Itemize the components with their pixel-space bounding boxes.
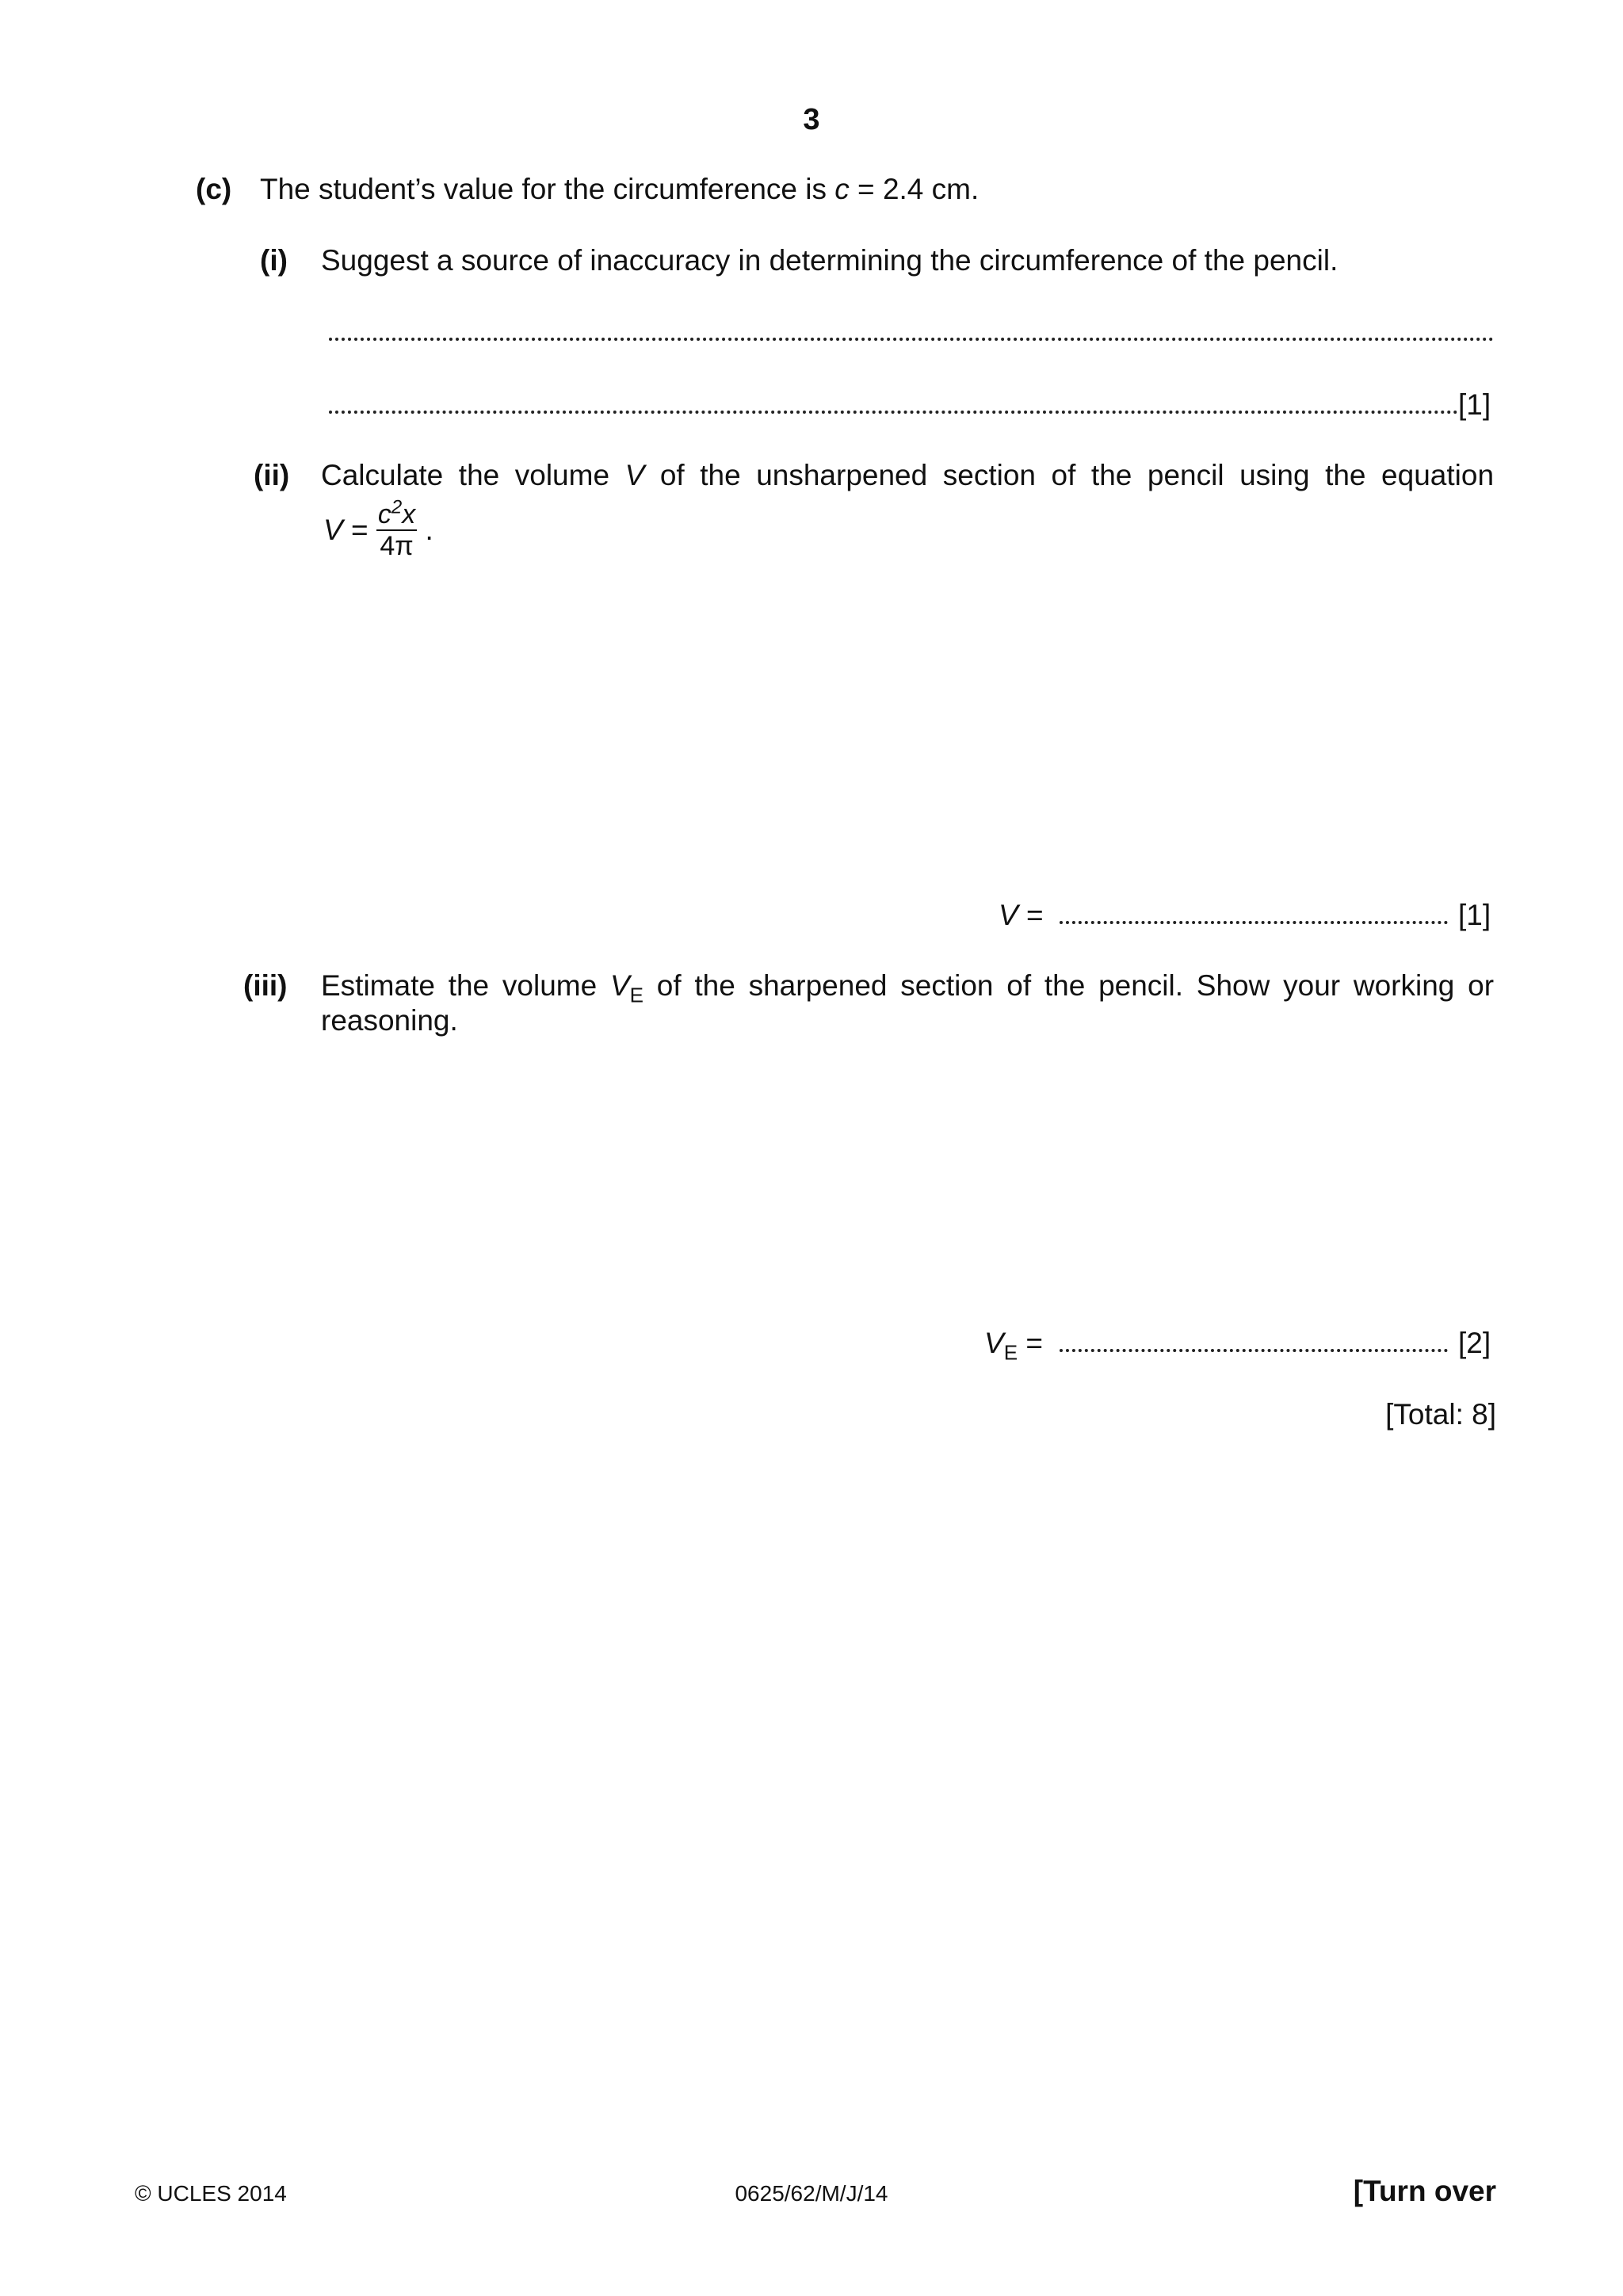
sub-iii-question-line1 bbox=[321, 968, 1495, 1007]
sub-iii-question-line2: reasoning. bbox=[321, 1004, 458, 1037]
sub-ii-mark: [1] bbox=[1458, 899, 1491, 931]
answer-line-i-1[interactable] bbox=[329, 338, 1494, 341]
numerator-exponent: 2 bbox=[391, 496, 403, 518]
answer-ve-equals: = bbox=[1025, 1327, 1043, 1359]
answer-line-iii[interactable] bbox=[1060, 1349, 1448, 1352]
sub-iii-label: (iii) bbox=[243, 969, 288, 1002]
page-number: 3 bbox=[803, 103, 820, 136]
equation-period: . bbox=[425, 514, 433, 546]
sub-i-mark: [1] bbox=[1458, 388, 1491, 421]
sub-ii-question bbox=[321, 458, 1494, 493]
sub-ii-text-b: of the unsharpened section of the pencil using the equation bbox=[659, 459, 1495, 491]
part-c-variable: c bbox=[834, 173, 850, 205]
sub-iii-text-b: of the sharpened section of the pencil. Show your working or bbox=[656, 969, 1495, 1002]
total-marks: [Total: 8] bbox=[1385, 1398, 1496, 1431]
sub-iii-mark: [2] bbox=[1458, 1327, 1491, 1359]
part-c-text-before: The student’s value for the circumference is bbox=[260, 173, 835, 205]
footer-copyright: © UCLES 2014 bbox=[135, 2181, 287, 2206]
sub-ii-label: (ii) bbox=[254, 459, 290, 491]
answer-ve: V bbox=[984, 1327, 1004, 1359]
footer-turn-over: [Turn over bbox=[1353, 2175, 1496, 2207]
sub-iii-variable: V bbox=[609, 969, 630, 1002]
volume-equation bbox=[323, 496, 433, 561]
part-c-label: (c) bbox=[196, 173, 232, 205]
answer-line-ii[interactable] bbox=[1060, 921, 1448, 924]
answer-line-i-2[interactable] bbox=[329, 411, 1458, 414]
equation-equals: = bbox=[350, 514, 369, 546]
sub-ii-text-a: Calculate the volume bbox=[321, 459, 610, 491]
numerator-c: c bbox=[377, 499, 391, 529]
sub-ii-answer-label bbox=[999, 898, 1044, 933]
fraction-numerator bbox=[376, 496, 417, 531]
equation-fraction bbox=[376, 496, 417, 561]
sub-iii-answer-label bbox=[984, 1326, 1043, 1365]
sub-i-question: Suggest a source of inaccuracy in determining the circumference of the pencil. bbox=[321, 244, 1338, 277]
footer-code: 0625/62/M/J/14 bbox=[735, 2181, 888, 2206]
fraction-denominator: 4π bbox=[380, 531, 414, 561]
part-c-statement bbox=[260, 172, 979, 207]
sub-iii-variable-subscript: E bbox=[629, 983, 643, 1007]
equation-lhs: V bbox=[323, 514, 343, 546]
sub-ii-variable: V bbox=[624, 459, 645, 491]
part-c-text-after: = 2.4 cm. bbox=[849, 173, 980, 205]
answer-v: V bbox=[999, 899, 1018, 931]
sub-iii-text-a: Estimate the volume bbox=[321, 969, 598, 1002]
answer-ve-subscript: E bbox=[1003, 1340, 1018, 1365]
answer-v-equals: = bbox=[1025, 899, 1044, 931]
numerator-x: x bbox=[402, 499, 416, 529]
sub-i-label: (i) bbox=[260, 244, 288, 277]
